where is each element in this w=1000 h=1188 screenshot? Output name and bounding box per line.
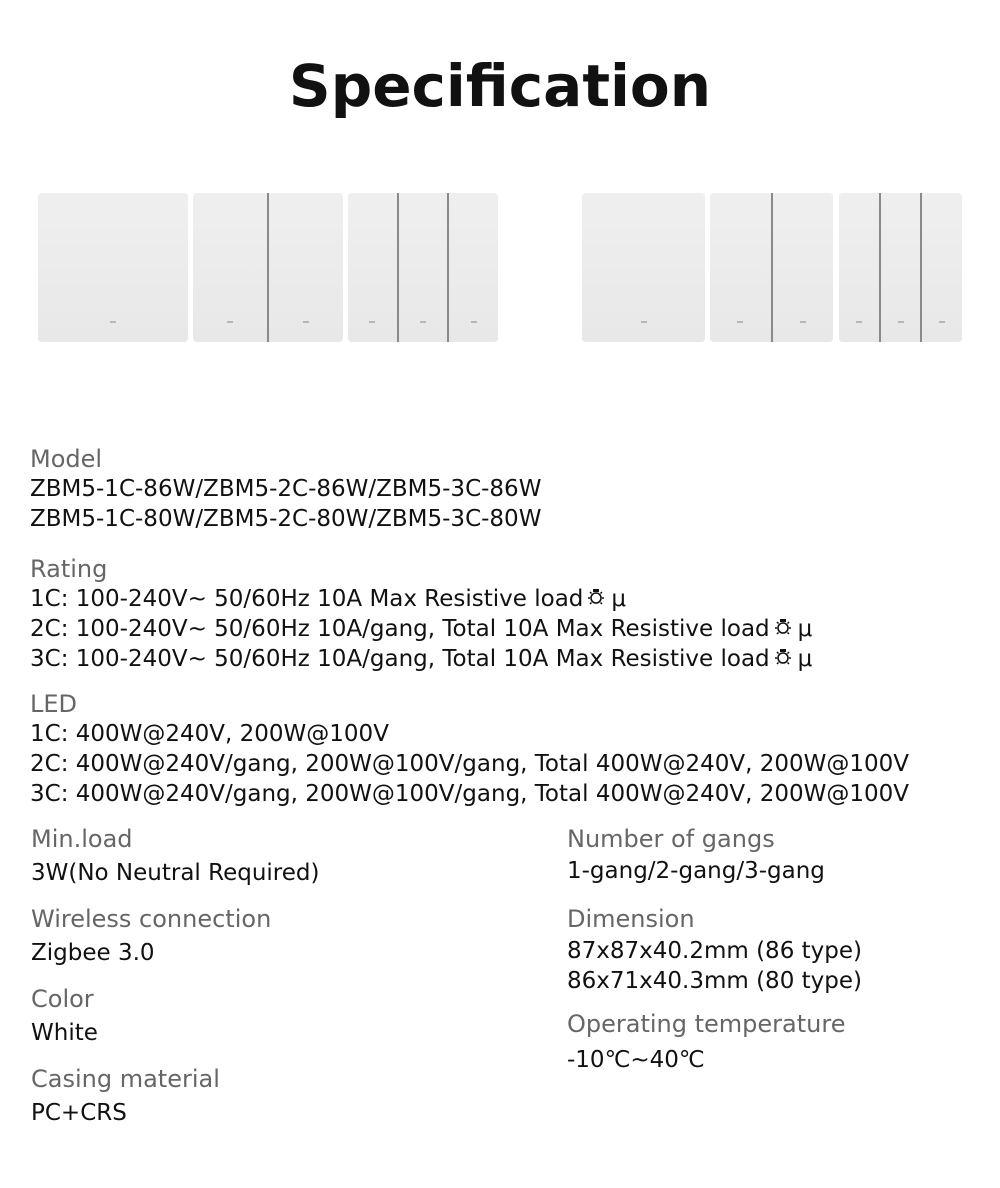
- dimension-label: Dimension: [567, 905, 695, 933]
- bulb-icon: [772, 617, 794, 639]
- rating-value: [30, 644, 812, 674]
- rating-value: [30, 584, 812, 614]
- gangs-section: [567, 824, 825, 886]
- switch-3c-86-image: [348, 193, 498, 342]
- color-section: [31, 984, 98, 1048]
- temperature-value: -10℃~40℃: [567, 1047, 705, 1073]
- mu-symbol: μ: [611, 586, 627, 612]
- dimension-section: [567, 904, 862, 996]
- rating-text: 3C: 100-240V~ 50/60Hz 10A/gang, Total 10A Max Resistive load: [30, 646, 770, 672]
- rating-text: 1C: 100-240V~ 50/60Hz 10A Max Resistive load: [30, 586, 584, 612]
- model-label: Model: [30, 445, 103, 473]
- page-title: Specification: [288, 52, 712, 120]
- bulb-icon: [585, 587, 607, 609]
- rating-text: 2C: 100-240V~ 50/60Hz 10A/gang, Total 10A Max Resistive load: [30, 616, 770, 642]
- switch-1c-80-image: [582, 193, 705, 342]
- led-label: LED: [30, 690, 78, 718]
- min-load-label: Min.load: [31, 825, 133, 853]
- led-section: [30, 689, 909, 809]
- model-value: ZBM5-1C-80W/ZBM5-2C-80W/ZBM5-3C-80W: [30, 506, 542, 532]
- min-load-section: [31, 824, 319, 888]
- casing-section: [31, 1064, 220, 1128]
- rating-label: Rating: [30, 555, 108, 583]
- color-value: White: [31, 1020, 98, 1046]
- rating-section: [30, 554, 812, 674]
- min-load-value: 3W(No Neutral Required): [31, 860, 320, 886]
- led-value: 1C: 400W@240V, 200W@100V: [30, 721, 389, 747]
- model-section: [30, 444, 541, 534]
- switch-3c-80-image: [839, 193, 962, 342]
- switch-1c-86-image: [38, 193, 188, 342]
- switch-2c-86-image: [193, 193, 343, 342]
- switch-2c-80-image: [710, 193, 833, 342]
- led-value: 3C: 400W@240V/gang, 200W@100V/gang, Total 400W@240V, 200W@100V: [30, 781, 909, 807]
- gangs-value: 1-gang/2-gang/3-gang: [567, 858, 825, 884]
- mu-symbol: μ: [797, 616, 813, 642]
- led-value: 2C: 400W@240V/gang, 200W@100V/gang, Total 400W@240V, 200W@100V: [30, 751, 909, 777]
- wireless-section: [31, 904, 271, 968]
- model-value: ZBM5-1C-86W/ZBM5-2C-86W/ZBM5-3C-86W: [30, 476, 542, 502]
- gangs-label: Number of gangs: [567, 825, 775, 853]
- dimension-value: 86x71x40.3mm (80 type): [567, 968, 862, 994]
- wireless-value: Zigbee 3.0: [31, 940, 155, 966]
- temperature-section: [567, 1009, 845, 1075]
- temperature-label: Operating temperature: [567, 1010, 846, 1038]
- rating-value: [30, 614, 812, 644]
- casing-label: Casing material: [31, 1065, 220, 1093]
- bulb-icon: [772, 647, 794, 669]
- mu-symbol: μ: [797, 646, 813, 672]
- color-label: Color: [31, 985, 94, 1013]
- casing-value: PC+CRS: [31, 1100, 127, 1126]
- dimension-value: 87x87x40.2mm (86 type): [567, 938, 862, 964]
- wireless-label: Wireless connection: [31, 905, 272, 933]
